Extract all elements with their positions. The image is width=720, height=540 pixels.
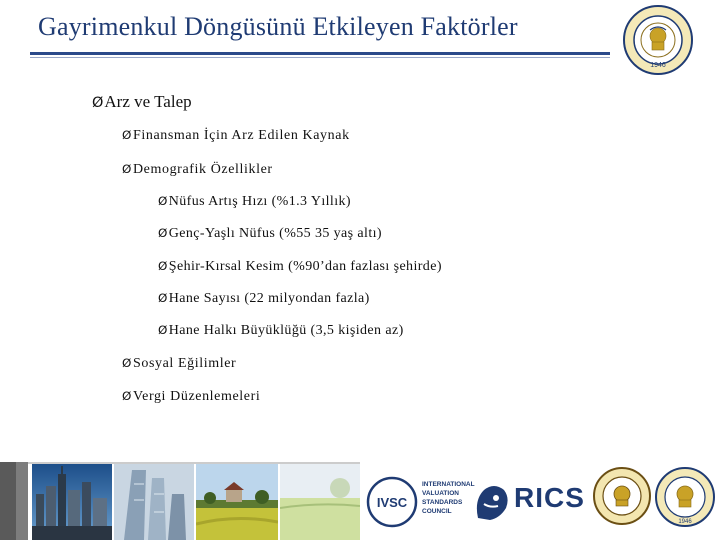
partner-logos xyxy=(360,462,720,540)
rics-wordmark: RICS xyxy=(514,482,585,513)
ivsc-logo xyxy=(366,476,418,528)
ankara-university-seal-icon xyxy=(654,466,716,532)
bullet-arrow-icon: Ø xyxy=(92,95,104,111)
list-item xyxy=(158,291,370,307)
svg-text:1946: 1946 xyxy=(678,519,692,525)
countryside-photo xyxy=(196,464,278,540)
list-item xyxy=(158,226,382,242)
list-item xyxy=(158,194,351,210)
bullet-arrow-icon: Ø xyxy=(122,389,132,403)
skyline-photo xyxy=(32,464,112,540)
towers-photo xyxy=(114,464,194,540)
footer-top-rule xyxy=(28,462,360,464)
list-item xyxy=(158,323,404,339)
rics-lion-icon xyxy=(470,478,514,526)
bullet-text: Hane Sayısı (22 milyondan fazla) xyxy=(168,291,370,306)
bullet-text: Nüfus Artış Hızı (%1.3 Yıllık) xyxy=(168,194,351,209)
list-item xyxy=(122,162,273,178)
bullet-arrow-icon: Ø xyxy=(158,323,168,337)
list-item xyxy=(122,128,350,144)
list-item xyxy=(92,92,192,112)
bullet-arrow-icon: Ø xyxy=(158,226,168,240)
bullet-text: Arz ve Talep xyxy=(104,92,192,111)
title-divider xyxy=(30,52,610,55)
bullet-text: Sosyal Eğilimler xyxy=(132,356,237,371)
bullet-text: Finansman İçin Arz Edilen Kaynak xyxy=(132,128,350,143)
list-item xyxy=(158,259,442,275)
bullet-text: Vergi Düzenlemeleri xyxy=(132,389,261,404)
bullet-arrow-icon: Ø xyxy=(122,356,132,370)
bullet-arrow-icon: Ø xyxy=(122,128,132,142)
bullet-arrow-icon: Ø xyxy=(158,194,168,208)
seal-year: 1946 xyxy=(650,62,666,69)
ivsc-caption: INTERNATIONAL VALUATION STANDARDS COUNCIL xyxy=(422,481,475,515)
university-seal-logo xyxy=(622,4,694,76)
bullet-arrow-icon: Ø xyxy=(158,291,168,305)
bullet-text: Genç-Yaşlı Nüfus (%55 35 yaş altı) xyxy=(168,226,382,241)
list-item xyxy=(122,389,260,405)
title-divider-thin xyxy=(30,57,610,58)
footer-side-bar-dark xyxy=(0,462,16,540)
bullet-text: Şehir-Kırsal Kesim (%90’dan fazlası şehirde) xyxy=(168,259,442,274)
footer-banner xyxy=(0,462,720,540)
list-item xyxy=(122,356,236,372)
slide-title: Gayrimenkul Döngüsünü Etkileyen Faktörler xyxy=(38,12,518,41)
bullet-text: Hane Halkı Büyüklüğü (3,5 kişiden az) xyxy=(168,323,404,338)
bullet-text: Demografik Özellikler xyxy=(132,162,273,177)
university-seal-icon xyxy=(592,466,652,526)
bullet-arrow-icon: Ø xyxy=(122,162,132,176)
field-photo xyxy=(280,464,360,540)
svg-text:IVSC: IVSC xyxy=(376,495,408,510)
bullet-arrow-icon: Ø xyxy=(158,259,168,273)
